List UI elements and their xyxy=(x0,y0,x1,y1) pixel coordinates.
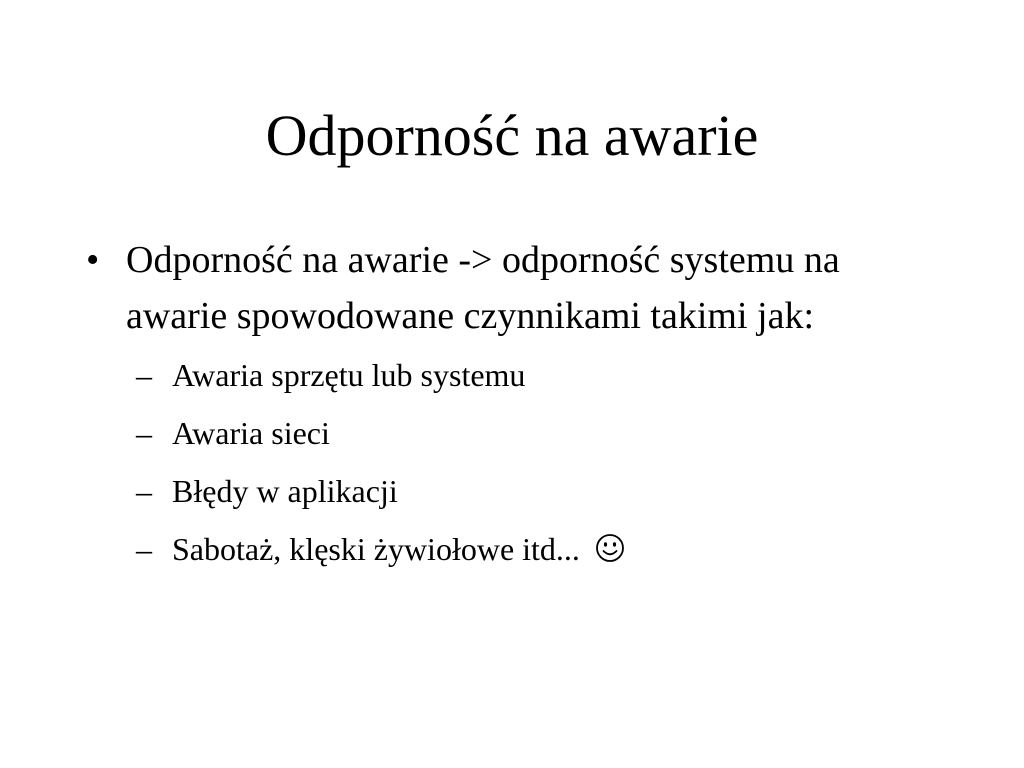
sub-bullet-marker: – xyxy=(136,473,152,509)
smiley-icon xyxy=(594,532,626,564)
bullet-marker: • xyxy=(86,239,100,281)
sub-bullet-list xyxy=(86,346,946,578)
sub-bullet-text: Sabotaż, klęski żywiołowe itd... xyxy=(172,531,588,567)
sub-bullet-item xyxy=(136,346,946,404)
slide-content xyxy=(86,232,946,578)
slide-title: Odporność na awarie xyxy=(265,103,759,168)
sub-bullet-text: Awaria sieci xyxy=(172,415,330,451)
main-bullet xyxy=(86,232,946,344)
sub-bullet-item xyxy=(136,520,946,578)
bullet-text: Odporność na awarie -> odporność systemu na awarie spowodowane czynnikami takimi jak: xyxy=(126,239,840,337)
sub-bullet-text: Awaria sprzętu lub systemu xyxy=(172,357,526,393)
sub-bullet-marker: – xyxy=(136,415,152,451)
sub-bullet-item xyxy=(136,462,946,520)
sub-bullet-marker: – xyxy=(136,531,152,567)
sub-bullet-marker: – xyxy=(136,357,152,393)
sub-bullet-text: Błędy w aplikacji xyxy=(172,473,398,509)
sub-bullet-item xyxy=(136,404,946,462)
